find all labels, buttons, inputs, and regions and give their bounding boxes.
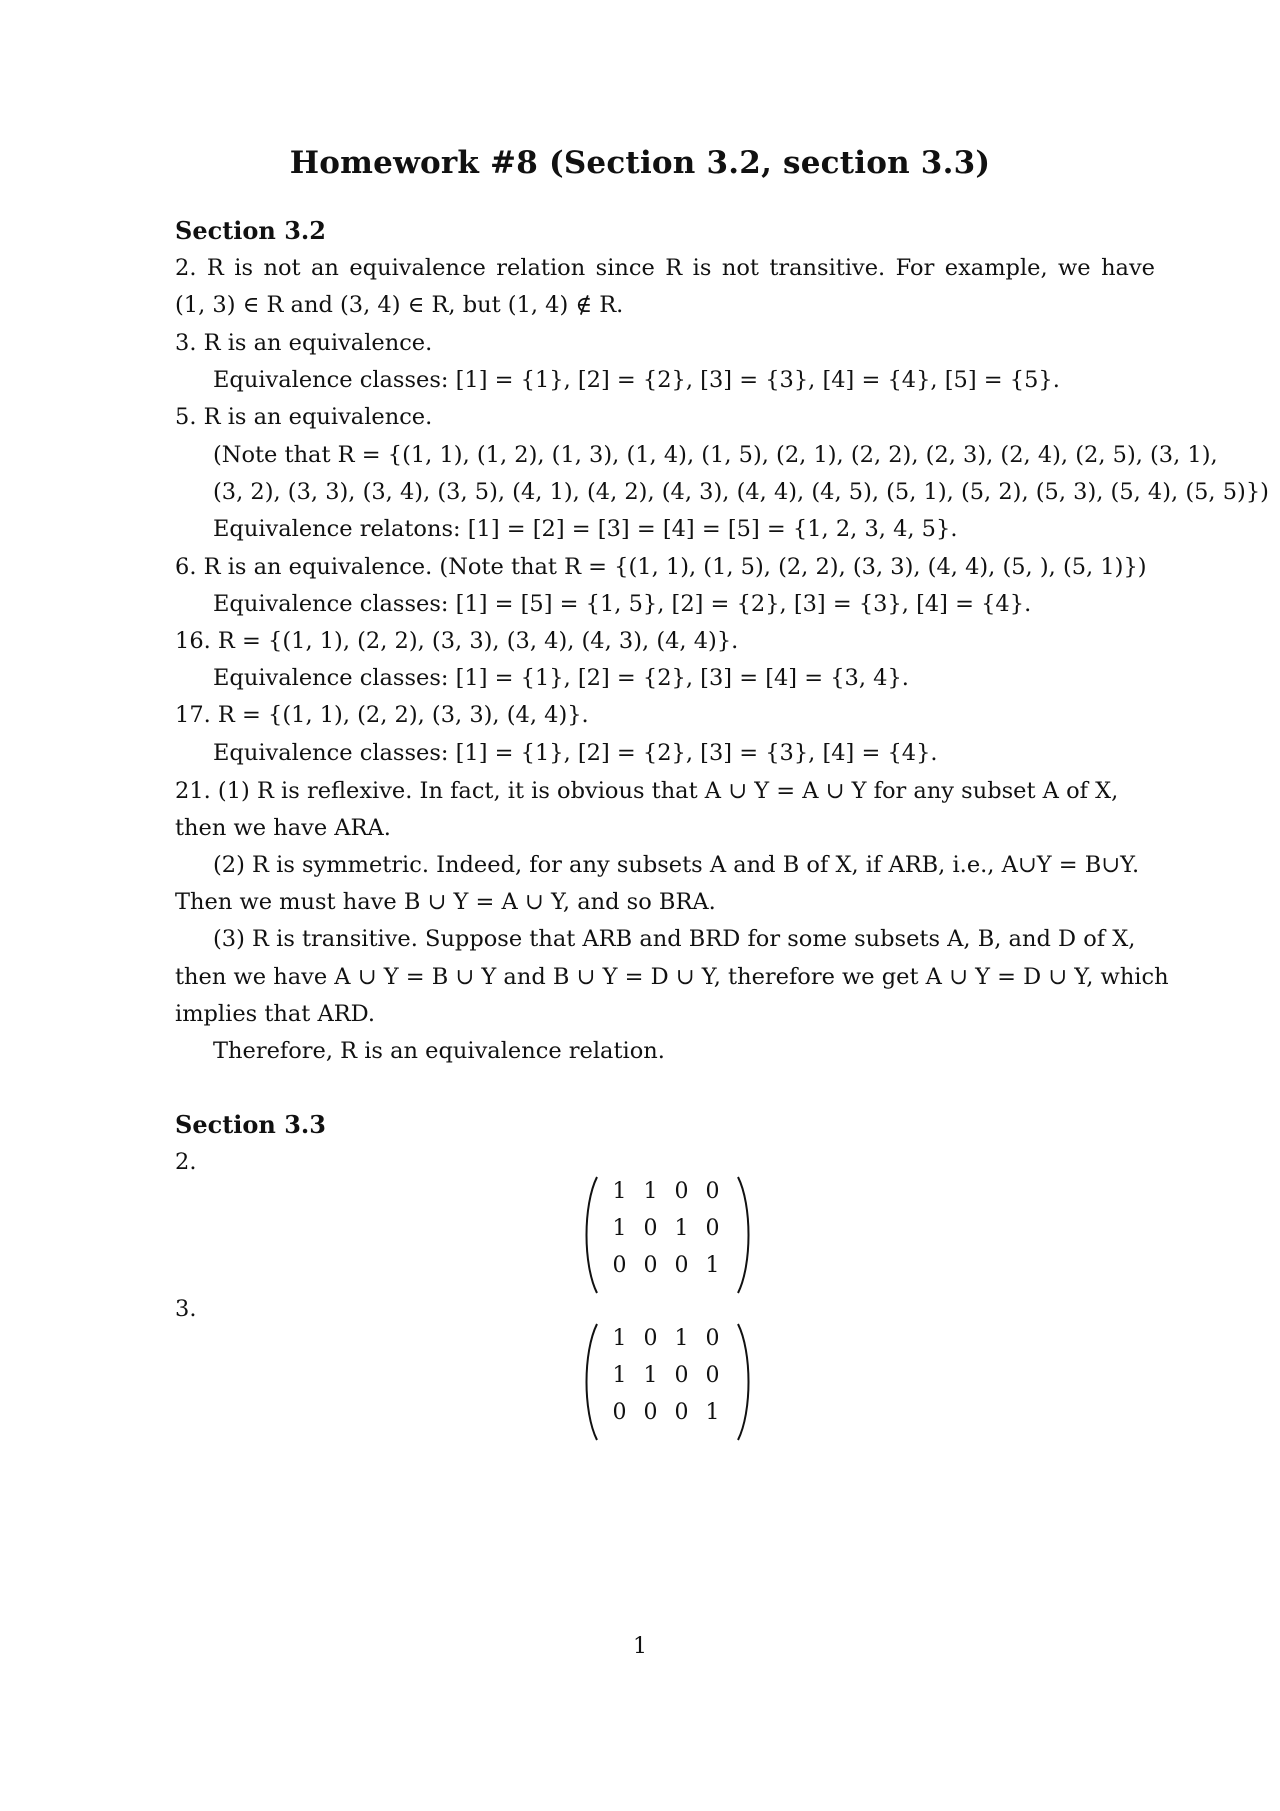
matrix-cell: 0 bbox=[643, 1253, 658, 1278]
matrix-cell: 1 bbox=[674, 1216, 689, 1241]
text-line: 2. R is not an equivalence relation since R is not transitive. For example, we have bbox=[175, 255, 1155, 281]
problem-label: 2. bbox=[175, 1149, 197, 1175]
text-line: Equivalence classes: [1] = {1}, [2] = {2}, [3] = {3}, [4] = {4}. bbox=[213, 740, 938, 766]
page-title: Homework #8 (Section 3.2, section 3.3) bbox=[289, 145, 991, 181]
text-line: 16. R = {(1, 1), (2, 2), (3, 3), (3, 4), (4, 3), (4, 4)}. bbox=[175, 628, 739, 654]
text-line: (3) R is transitive. Suppose that ARB and BRD for some subsets A, B, and D of X, bbox=[213, 926, 1136, 952]
matrix-cell: 1 bbox=[612, 1216, 627, 1241]
text-line: Then we must have B ∪ Y = A ∪ Y, and so BRA. bbox=[175, 889, 716, 915]
matrix-cell: 0 bbox=[674, 1363, 689, 1388]
text-line: Therefore, R is an equivalence relation. bbox=[213, 1038, 665, 1064]
text-line: Equivalence classes: [1] = {1}, [2] = {2}, [3] = [4] = {3, 4}. bbox=[213, 665, 909, 691]
left-paren bbox=[580, 1175, 600, 1295]
problem-label: 3. bbox=[175, 1296, 197, 1322]
matrix-cell: 0 bbox=[705, 1363, 720, 1388]
matrix-grid bbox=[604, 1326, 728, 1437]
text-line: (1, 3) ∈ R and (3, 4) ∈ R, but (1, 4) ∉ R. bbox=[175, 292, 624, 318]
text-line: (3, 2), (3, 3), (3, 4), (3, 5), (4, 1), (4, 2), (4, 3), (4, 4), (4, 5), (5, 1), (5, 2), (5, 3), (5, 4), (5, 5)}) bbox=[213, 479, 1269, 505]
matrix-cell: 1 bbox=[674, 1326, 689, 1351]
text-line: Equivalence classes: [1] = {1}, [2] = {2}, [3] = {3}, [4] = {4}, [5] = {5}. bbox=[213, 367, 1060, 393]
matrix-cell: 0 bbox=[705, 1326, 720, 1351]
text-line: 17. R = {(1, 1), (2, 2), (3, 3), (4, 4)}. bbox=[175, 702, 589, 728]
text-line: 6. R is an equivalence. (Note that R = {(1, 1), (1, 5), (2, 2), (3, 3), (4, 4), (5, ), (5, 1)}) bbox=[175, 554, 1147, 580]
matrix-cell: 0 bbox=[612, 1253, 627, 1278]
matrix-cell: 0 bbox=[612, 1400, 627, 1425]
text-line: Equivalence classes: [1] = [5] = {1, 5}, [2] = {2}, [3] = {3}, [4] = {4}. bbox=[213, 591, 1032, 617]
matrix-cell: 0 bbox=[674, 1400, 689, 1425]
text-line: Equivalence relatons: [1] = [2] = [3] = [4] = [5] = {1, 2, 3, 4, 5}. bbox=[213, 516, 958, 542]
matrix-problem-3 bbox=[580, 1322, 755, 1442]
matrix-cell: 1 bbox=[612, 1179, 627, 1204]
matrix-cell: 0 bbox=[643, 1326, 658, 1351]
matrix-problem-2 bbox=[580, 1175, 755, 1295]
section-heading-3-3: Section 3.3 bbox=[175, 1110, 326, 1139]
matrix-cell: 1 bbox=[612, 1363, 627, 1388]
text-line: 21. (1) R is reflexive. In fact, it is obvious that A ∪ Y = A ∪ Y for any subset A of X, bbox=[175, 778, 1119, 804]
text-line: 5. R is an equivalence. bbox=[175, 404, 433, 430]
page-number: 1 bbox=[633, 1634, 647, 1659]
matrix-cell: 1 bbox=[705, 1253, 720, 1278]
matrix-cell: 0 bbox=[674, 1253, 689, 1278]
text-line: then we have A ∪ Y = B ∪ Y and B ∪ Y = D ∪ Y, therefore we get A ∪ Y = D ∪ Y, which bbox=[175, 964, 1169, 990]
text-line: then we have ARA. bbox=[175, 815, 391, 841]
right-paren bbox=[735, 1175, 755, 1295]
text-line: (Note that R = {(1, 1), (1, 2), (1, 3), (1, 4), (1, 5), (2, 1), (2, 2), (2, 3), (2, 4), (2, 5), (3, 1), bbox=[213, 442, 1218, 468]
right-paren bbox=[735, 1322, 755, 1442]
section-heading-3-2: Section 3.2 bbox=[175, 216, 326, 245]
text-line: implies that ARD. bbox=[175, 1001, 376, 1027]
matrix-cell: 0 bbox=[643, 1216, 658, 1241]
left-paren bbox=[580, 1322, 600, 1442]
matrix-cell: 1 bbox=[643, 1179, 658, 1204]
matrix-cell: 0 bbox=[705, 1216, 720, 1241]
matrix-cell: 0 bbox=[643, 1400, 658, 1425]
matrix-cell: 1 bbox=[643, 1363, 658, 1388]
text-line: 3. R is an equivalence. bbox=[175, 330, 433, 356]
matrix-cell: 1 bbox=[705, 1400, 720, 1425]
matrix-cell: 1 bbox=[612, 1326, 627, 1351]
matrix-cell: 0 bbox=[705, 1179, 720, 1204]
matrix-cell: 0 bbox=[674, 1179, 689, 1204]
text-line: (2) R is symmetric. Indeed, for any subsets A and B of X, if ARB, i.e., A∪Y = B∪Y. bbox=[213, 852, 1140, 878]
matrix-grid bbox=[604, 1179, 728, 1290]
